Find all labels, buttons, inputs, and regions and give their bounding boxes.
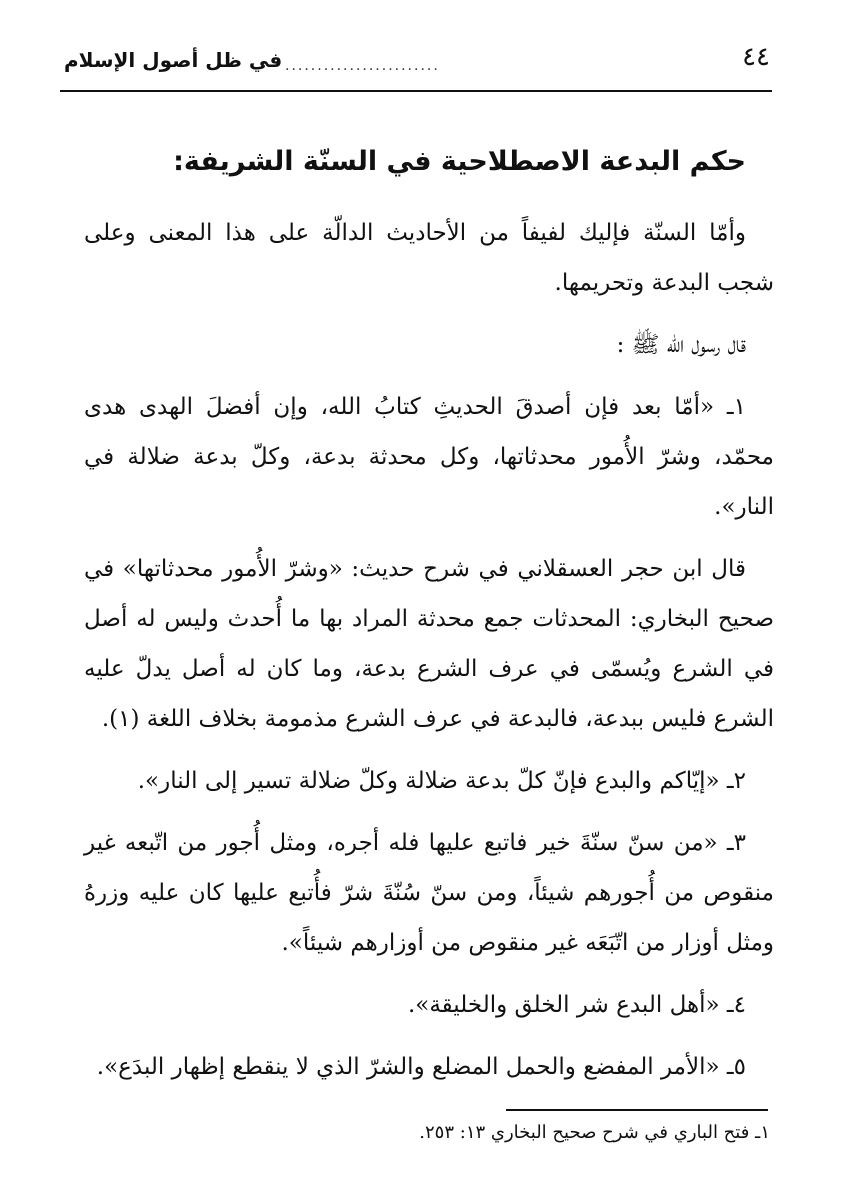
page-number: ٤٤: [742, 42, 770, 72]
hadith-1: ١ـ «أمّا بعد فإن أصدقَ الحديثِ كتابُ الله، وإن أفضلَ الهدى هدى محمّد، وشرّ الأُمور محدثاتها، وكل محدثة بدعة، وكلّ بدعة ضلالة في النار».: [84, 394, 774, 520]
prophet-saying-intro: قال رسول الله ﷺ :: [616, 332, 746, 358]
book-title: في ظل أصول الإسلام: [64, 48, 283, 72]
hadith-5: ٥ـ «الأمر المفضع والحمل المضلع والشرّ الذي لا ينقطع إظهار البدَع».: [96, 1054, 746, 1080]
section-heading: حكم البدعة الاصطلاحية في السنّة الشريفة:: [173, 146, 746, 177]
page-body: [84, 140, 774, 1104]
hadith-3: ٣ـ «من سنّ سنّةَ خير فاتبع عليها فله أجره، ومثل أُجور من اتّبعه غير منقوص من أُجورهم شيئاً، ومن سنّ سُنّةَ شرّ فأُتبع عليها كان عليه وزرهُ ومثل أوزار من اتّبَعَه غير منقوص من أوزارهم شيئاً».: [84, 830, 774, 956]
footnote-divider: [506, 1109, 768, 1111]
intro-paragraph: وأمّا السنّة فإليك لفيفاً من الأحاديث الدالّة على هذا المعنى وعلى شجب البدعة وتحريمها.: [84, 220, 774, 296]
hadith-4: ٤ـ «أهل البدع شر الخلق والخليقة».: [407, 992, 746, 1018]
commentary-ibn-hajar: قال ابن حجر العسقلاني في شرح حديث: «وشرّ الأُمور محدثاتها» في صحيح البخاري: المحدثات جمع محدثة المراد بها ما أُحدث وليس له أصل في الشرع ويُسمّى في عرف الشرع بدعة، وما كان له أصل يدلّ عليه الشرع فليس ببدعة، فالبدعة في عرف الشرع مذمومة بخلاف اللغة (١).: [84, 556, 774, 732]
footnote: ١ـ فتح الباري في شرح صحيح البخاري ١٣: ٢٥٣.: [419, 1122, 770, 1143]
header-dot-leader: ........................: [285, 58, 440, 74]
hadith-2: ٢ـ «إيّاكم والبدع فإنّ كلّ بدعة ضلالة وكلّ ضلالة تسير إلى النار».: [137, 768, 746, 794]
running-header: [60, 40, 772, 92]
